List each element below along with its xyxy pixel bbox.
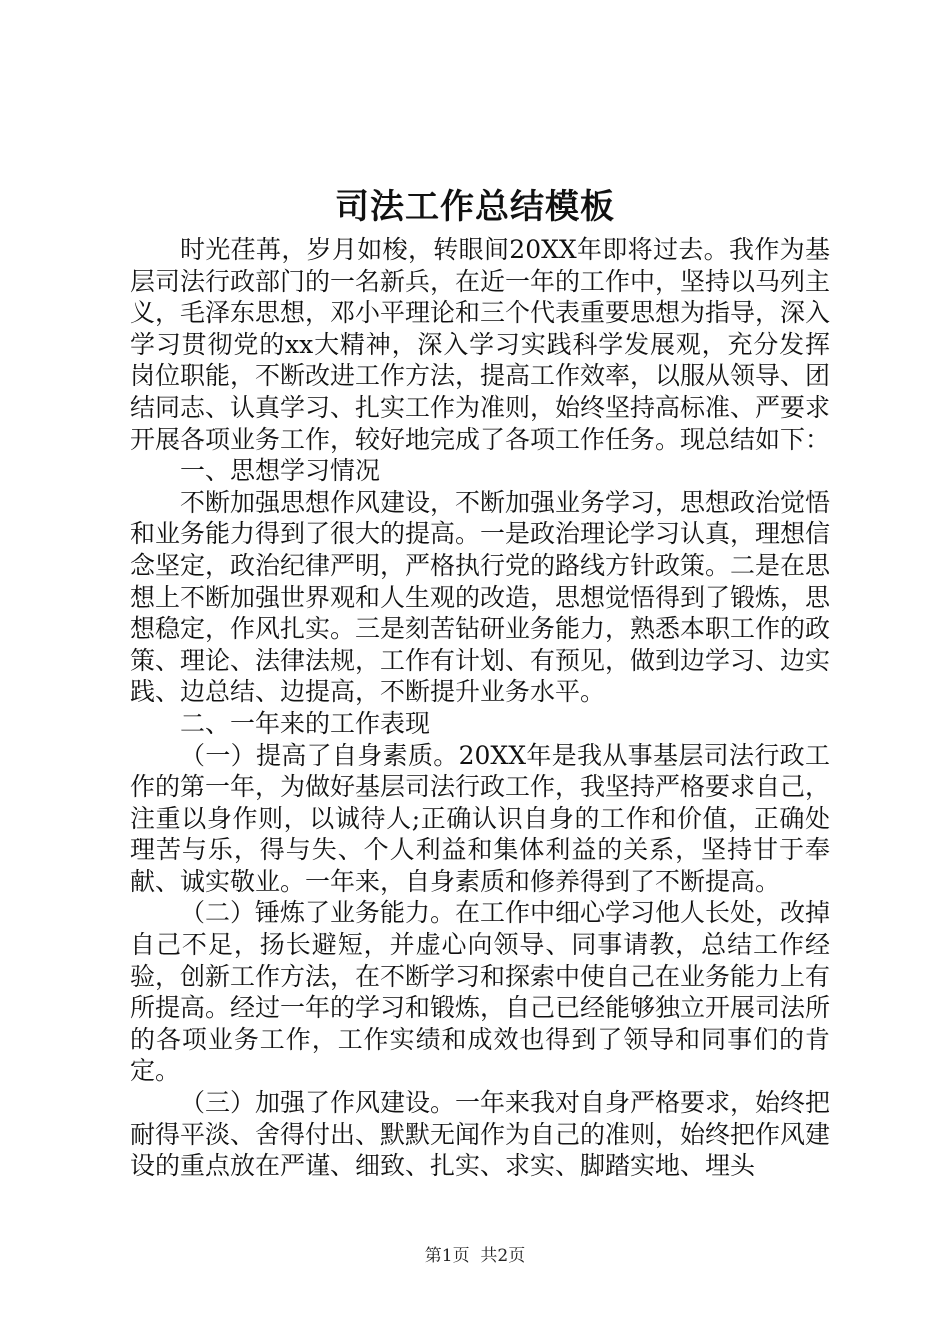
subsection-2-paragraph: （二）锤炼了业务能力。在工作中细心学习他人长处，改掉自己不足，扬长避短，并虚心向领导、同事请教，总结工作经验，创新工作方法，在不断学习和探索中使自己在业务能力上有所提高。经过一年的学习和锻炼，自己已经能够独立开展司法所的各项业务工作，工作实绩和成效也得到了领导和同事们的肯定。 [130,898,831,1086]
footer-spacer [470,1246,481,1266]
subsection-3-paragraph: （三）加强了作风建设。一年来我对自身严格要求，始终把耐得平淡、舍得付出、默默无闻作为自己的准则，始终把作风建设的重点放在严谨、细致、扎实、求实、脚踏实地、埋头 [130,1088,831,1181]
page-number: 第1页 [424,1246,470,1266]
document-body [130,234,830,1182]
page-total: 共2页 [480,1246,526,1266]
subsection-1-paragraph: （一）提高了自身素质。20XX年是我从事基层司法行政工作的第一年，为做好基层司法行政工作，我坚持严格要求自己，注重以身作则，以诚待人;正确认识自身的工作和价值，正确处理苦与乐，得与失、个人利益和集体利益的关系，坚持甘于奉献、诚实敬业。一年来，自身素质和修养得到了不断提高。 [130,740,831,896]
section-heading-1: 一、思想学习情况 [180,456,381,486]
page-footer [0,1244,950,1268]
section-heading-2: 二、一年来的工作表现 [180,708,431,738]
document-title: 司法工作总结模板 [335,187,615,227]
section-1-paragraph: 不断加强思想作风建设，不断加强业务学习，思想政治觉悟和业务能力得到了很大的提高。一是政治理论学习认真，理想信念坚定，政治纪律严明，严格执行党的路线方针政策。二是在思想上不断加强世界观和人生观的改造，思想觉悟得到了锻炼，思想稳定，作风扎实。三是刻苦钻研业务能力，熟悉本职工作的政策、理论、法律法规，工作有计划、有预见，做到边学习、边实践、边总结、边提高，不断提升业务水平。 [130,487,831,707]
intro-paragraph: 时光荏苒，岁月如梭，转眼间20XX年即将过去。我作为基层司法行政部门的一名新兵，在近一年的工作中，坚持以马列主义，毛泽东思想，邓小平理论和三个代表重要思想为指导，深入学习贯彻党的xx大精神，深入学习实践科学发展观，充分发挥岗位职能，不断改进工作方法，提高工作效率，以服从领导、团结同志、认真学习、扎实工作为准则，始终坚持高标准、严要求开展各项业务工作，较好地完成了各项工作任务。现总结如下： [130,235,831,454]
